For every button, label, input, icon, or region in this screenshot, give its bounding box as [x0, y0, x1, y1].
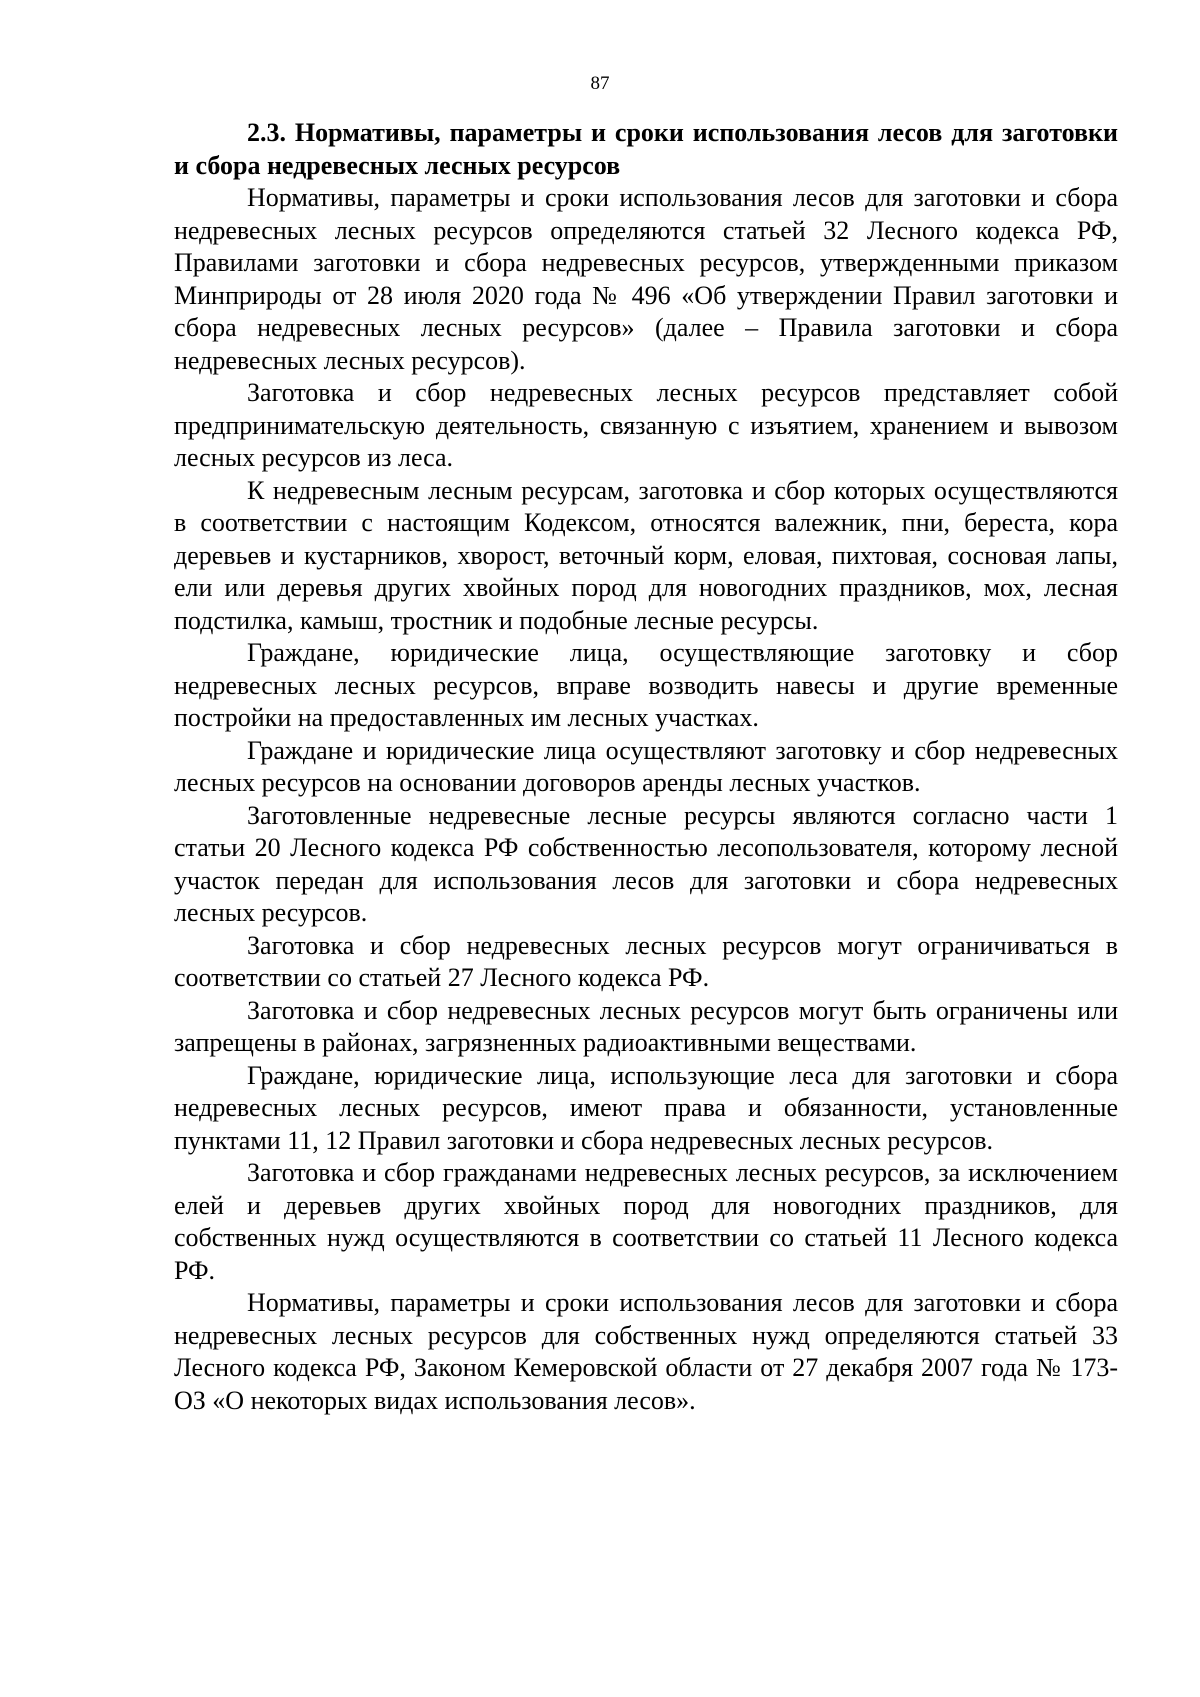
paragraph-1: Нормативы, параметры и сроки использования лесов для заготовки и сбора недревесных лесных ресурсов определяются статьей 32 Лесного кодекса РФ, Правилами заготовки и сбора недревесных ресурсов, утвержденными приказом Минприроды от 28 июля 2020 года № 496 «Об утверждении Правил заготовки и сбора недревесных лесных ресурсов» (далее – Правила заготовки и сбора недревесных лесных ресурсов).	[174, 183, 1118, 375]
paragraph-10: Заготовка и сбор гражданами недревесных лесных ресурсов, за исключением елей и деревьев других хвойных пород для новогодних праздников, для собственных нужд осуществляются в соответствии со статьей 11 Лесного кодекса РФ.	[174, 1158, 1118, 1285]
paragraph-3: К недревесным лесным ресурсам, заготовка и сбор которых осуществляются в соответствии с настоящим Кодексом, относятся валежник, пни, береста, кора деревьев и кустарников, хворост, веточный корм, еловая, пихтовая, сосновая лапы, ели или деревья других хвойных пород для новогодних праздников, мох, лесная подстилка, камыш, тростник и подобные лесные ресурсы.	[174, 475, 1118, 635]
section-heading: 2.3. Нормативы, параметры и сроки использования лесов для заготовки и сбора недревесных лесных ресурсов	[174, 118, 1118, 180]
paragraph-6: Заготовленные недревесные лесные ресурсы являются согласно части 1 статьи 20 Лесного кодекса РФ собственностью лесопользователя, которому лесной участок передан для использования лесов для заготовки и сбора недревесных лесных ресурсов.	[174, 800, 1118, 927]
paragraph-5: Граждане и юридические лица осуществляют заготовку и сбор недревесных лесных ресурсов на основании договоров аренды лесных участков.	[174, 735, 1118, 797]
paragraph-11: Нормативы, параметры и сроки использования лесов для заготовки и сбора недревесных лесных ресурсов для собственных нужд определяются статьей 33 Лесного кодекса РФ, Законом Кемеровской области от 27 декабря 2007 года № 173-ОЗ «О некоторых видах использования лесов».	[174, 1288, 1118, 1415]
paragraph-7: Заготовка и сбор недревесных лесных ресурсов могут ограничиваться в соответствии со статьей 27 Лесного кодекса РФ.	[174, 930, 1118, 992]
paragraph-2: Заготовка и сбор недревесных лесных ресурсов представляет собой предпринимательскую деятельность, связанную с изъятием, хранением и вывозом лесных ресурсов из леса.	[174, 378, 1118, 472]
document-body	[174, 117, 1118, 1417]
paragraph-9: Граждане, юридические лица, использующие леса для заготовки и сбора недревесных лесных ресурсов, имеют права и обязанности, установленные пунктами 11, 12 Правил заготовки и сбора недревесных лесных ресурсов.	[174, 1060, 1118, 1155]
page-number: 87	[590, 73, 610, 94]
paragraph-4: Граждане, юридические лица, осуществляющие заготовку и сбор недревесных лесных ресурсов, вправе возводить навесы и другие временные постройки на предоставленных им лесных участках.	[174, 638, 1118, 732]
paragraph-8: Заготовка и сбор недревесных лесных ресурсов могут быть ограничены или запрещены в районах, загрязненных радиоактивными веществами.	[174, 995, 1118, 1057]
